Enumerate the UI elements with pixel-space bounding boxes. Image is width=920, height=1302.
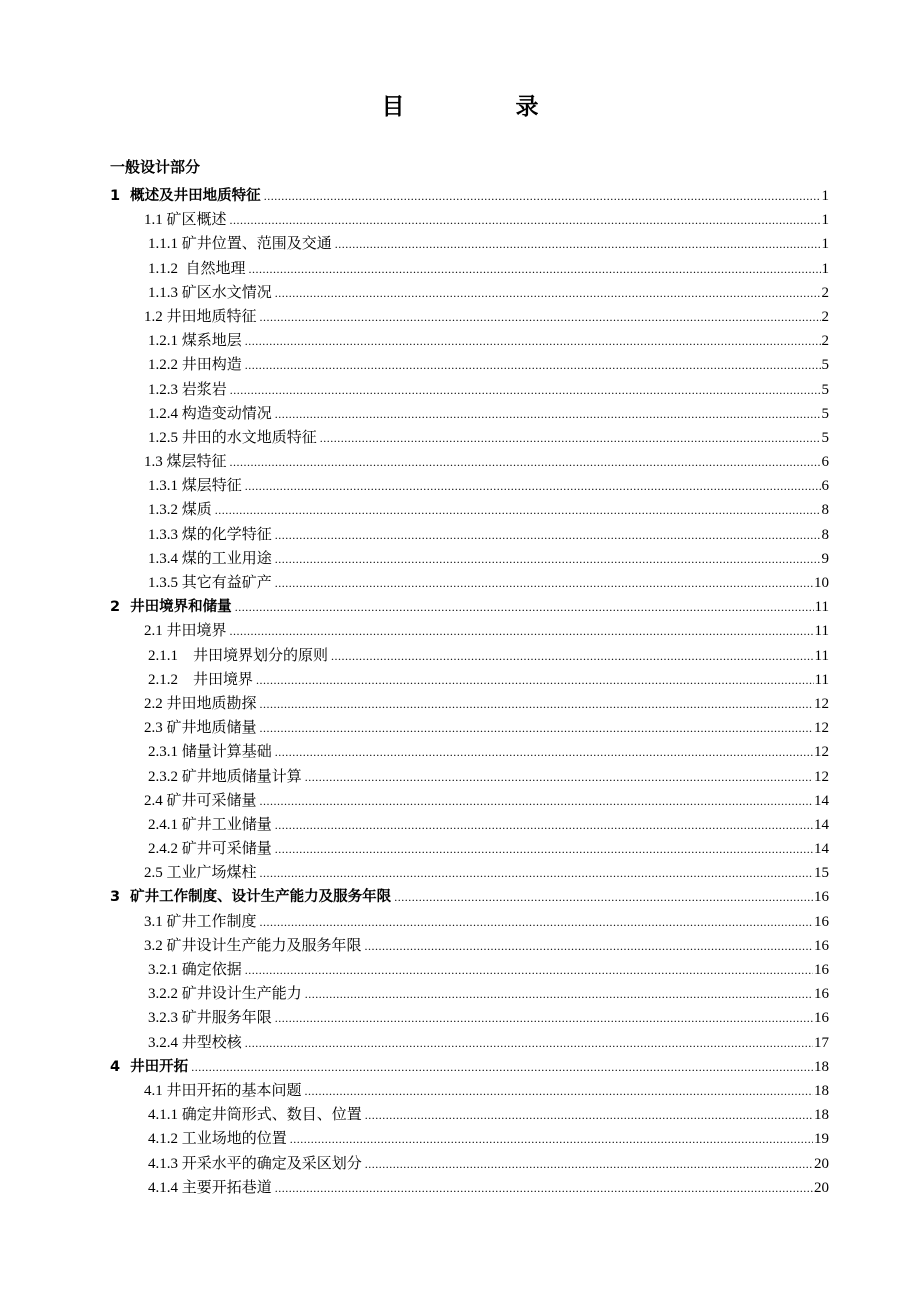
toc-leader-dots (260, 910, 813, 934)
toc-entry[interactable] (0, 474, 920, 498)
toc-entry-title: 4.1.2 工业场地的位置 (148, 1131, 287, 1148)
toc-leader-dots (365, 934, 813, 958)
toc-entry[interactable] (0, 450, 920, 474)
toc-entry-title: 2.4.1 矿井工业储量 (148, 816, 272, 833)
toc-leader-dots (235, 595, 814, 619)
toc-page-number: 12 (814, 695, 829, 712)
toc-page-number: 5 (821, 405, 829, 422)
toc-entry-title: 1.3.4 煤的工业用途 (148, 550, 272, 567)
toc-entry[interactable] (0, 232, 920, 256)
toc-entry[interactable] (0, 257, 920, 281)
toc-page-number: 18 (814, 1107, 829, 1124)
toc-entry[interactable] (0, 861, 920, 885)
toc-entry[interactable] (0, 619, 920, 643)
toc-leader-dots (230, 378, 821, 402)
toc-leader-dots (260, 692, 813, 716)
toc-page-number: 20 (814, 1179, 829, 1196)
toc-leader-dots (245, 329, 821, 353)
toc-leader-dots (275, 740, 813, 764)
toc-entry[interactable] (0, 837, 920, 861)
toc-page-number: 16 (814, 937, 829, 954)
toc-entry-title: 1.3.1 煤层特征 (148, 478, 242, 495)
toc-entry-title: 2 井田境界和储量 (110, 599, 232, 616)
toc-entry-title: 2.4.2 矿井可采储量 (148, 841, 272, 858)
toc-entry-title: 1.2 井田地质特征 (144, 308, 257, 325)
toc-entry-title: 1.2.4 构造变动情况 (148, 405, 272, 422)
toc-entry[interactable] (0, 982, 920, 1006)
toc-leader-dots (260, 305, 821, 329)
toc-entry[interactable] (0, 378, 920, 402)
toc-page-number: 14 (814, 816, 829, 833)
toc-entry-title: 1.1.3 矿区水文情况 (148, 284, 272, 301)
toc-entry[interactable] (0, 885, 920, 909)
toc-page-number: 18 (814, 1082, 829, 1099)
toc-leader-dots (275, 1176, 813, 1200)
toc-entry[interactable] (0, 765, 920, 789)
toc-entry-title: 1.1.2 自然地理 (148, 260, 246, 277)
toc-leader-dots (264, 184, 821, 208)
toc-entry[interactable] (0, 184, 920, 208)
toc-entry[interactable] (0, 547, 920, 571)
toc-page-number: 10 (814, 575, 829, 591)
toc-page-number: 17 (814, 1034, 829, 1051)
toc-leader-dots (249, 257, 821, 281)
toc-page-number: 2 (821, 333, 829, 350)
toc-entry[interactable] (0, 1152, 920, 1176)
toc-entry[interactable] (0, 595, 920, 619)
toc-leader-dots (230, 619, 814, 643)
toc-entry[interactable] (0, 668, 920, 692)
toc-page-number: 11 (814, 623, 829, 640)
toc-page-number: 5 (821, 381, 829, 398)
toc-entry[interactable] (0, 1127, 920, 1151)
toc-entry-title: 2.5 工业广场煤柱 (144, 865, 257, 882)
toc-entry[interactable] (0, 402, 920, 426)
toc-leader-dots (305, 982, 813, 1006)
toc-page-number: 12 (814, 768, 829, 785)
toc-leader-dots (394, 885, 813, 909)
toc-leader-dots (260, 861, 813, 885)
toc-leader-dots (365, 1103, 813, 1127)
toc-page-number: 1 (821, 236, 829, 253)
toc-leader-dots (245, 1031, 813, 1055)
toc-leader-dots (335, 232, 821, 256)
toc-page-number: 19 (814, 1131, 829, 1148)
toc-page-number: 16 (814, 986, 829, 1003)
toc-leader-dots (275, 1006, 813, 1030)
toc-entry-title: 4.1.1 确定井筒形式、数目、位置 (148, 1107, 362, 1124)
toc-entry[interactable] (0, 1006, 920, 1030)
toc-page-number: 1 (821, 260, 829, 277)
toc-entry-title: 3 矿井工作制度、设计生产能力及服务年限 (110, 889, 392, 906)
toc-entry-title: 1.3 煤层特征 (144, 454, 227, 471)
toc-page-number: 2 (821, 308, 829, 325)
toc-entry-title: 3.2.1 确定依据 (148, 962, 242, 978)
toc-leader-dots (275, 813, 813, 837)
toc-entry[interactable] (0, 1055, 920, 1079)
toc-entry[interactable] (0, 523, 920, 547)
toc-entry[interactable] (0, 281, 920, 305)
toc-entry[interactable] (0, 208, 920, 232)
toc-entry-title: 2.4 矿井可采储量 (144, 792, 257, 809)
toc-entry[interactable] (0, 789, 920, 813)
toc-entry[interactable] (0, 1103, 920, 1127)
toc-entry[interactable] (0, 426, 920, 450)
toc-leader-dots (245, 353, 821, 377)
toc-entry-title: 4.1.4 主要开拓巷道 (148, 1179, 272, 1196)
toc-page-number: 6 (821, 454, 829, 471)
toc-page-number: 16 (814, 1010, 829, 1027)
toc-leader-dots (331, 644, 814, 668)
toc-entry-title: 1.2.2 井田构造 (148, 357, 242, 374)
toc-page-number: 16 (814, 889, 829, 906)
toc-leader-dots (275, 837, 813, 861)
section-header: 一般设计部分 (110, 158, 201, 176)
toc-page-number: 5 (821, 429, 829, 446)
toc-entry[interactable] (0, 716, 920, 740)
toc-page-number: 5 (821, 357, 829, 374)
toc-page-number: 8 (821, 502, 829, 519)
toc-page-number: 8 (821, 526, 829, 543)
toc-leader-dots (245, 474, 821, 498)
toc-leader-dots (365, 1152, 813, 1176)
toc-leader-dots (191, 1055, 813, 1079)
toc-leader-dots (305, 765, 813, 789)
toc-entry-title: 1.2.3 岩浆岩 (148, 381, 227, 398)
page-title: 目 录 (381, 94, 583, 120)
toc-leader-dots (275, 402, 821, 426)
toc-entry-title: 3.2.2 矿井设计生产能力 (148, 986, 302, 1003)
toc-entry[interactable] (0, 305, 920, 329)
toc-entry-title: 1.2.1 煤系地层 (148, 333, 242, 350)
toc-entry[interactable] (0, 1176, 920, 1200)
toc-page-number: 2 (821, 284, 829, 301)
toc-leader-dots (305, 1079, 813, 1103)
toc-entry-title: 1.3.3 煤的化学特征 (148, 526, 272, 543)
toc-entry[interactable] (0, 329, 920, 353)
toc-leader-dots (260, 716, 813, 740)
toc-entry-title: 2.1.1 井田境界划分的原则 (148, 647, 329, 664)
toc-page-number: 15 (814, 865, 829, 882)
toc-leader-dots (245, 958, 813, 982)
toc-entry-title: 3.2.4 井型校核 (148, 1034, 242, 1051)
toc-entry[interactable] (0, 353, 920, 377)
toc-entry[interactable] (0, 571, 920, 595)
toc-entry-title: 2.3.2 矿井地质储量计算 (148, 768, 302, 785)
toc-entry-title: 4.1.3 开采水平的确定及采区划分 (148, 1155, 362, 1172)
toc-page-number: 11 (814, 599, 829, 616)
toc-page-number: 12 (814, 744, 829, 761)
toc-entry-title: 2.2 井田地质勘探 (144, 695, 257, 712)
toc-entry[interactable] (0, 813, 920, 837)
toc-page-number: 12 (814, 720, 829, 737)
toc-leader-dots (230, 208, 821, 232)
toc-entry-title: 1 概述及井田地质特征 (110, 188, 261, 204)
toc-leader-dots (275, 547, 821, 571)
toc-page-number: 16 (814, 962, 829, 978)
toc-entry-title: 1.3.5 其它有益矿产 (148, 575, 272, 591)
toc-page-number: 11 (814, 647, 829, 664)
toc-entry-title: 4.1 井田开拓的基本问题 (144, 1082, 302, 1099)
toc-entry-title: 3.2 矿井设计生产能力及服务年限 (144, 937, 362, 954)
toc-leader-dots (275, 281, 821, 305)
toc-page-number: 6 (821, 478, 829, 495)
toc-entry-title: 1.3.2 煤质 (148, 502, 212, 519)
toc-page-number: 16 (814, 913, 829, 930)
toc-leader-dots (215, 498, 821, 522)
toc-page-number: 14 (814, 841, 829, 858)
toc-entry-title: 1.1.1 矿井位置、范围及交通 (148, 236, 332, 253)
table-of-contents (0, 184, 920, 1200)
toc-entry[interactable] (0, 1079, 920, 1103)
toc-entry-title: 2.3.1 储量计算基础 (148, 744, 272, 761)
toc-entry[interactable] (0, 958, 920, 982)
toc-entry[interactable] (0, 498, 920, 522)
toc-leader-dots (275, 523, 821, 547)
toc-page-number: 9 (821, 550, 829, 567)
toc-entry-title: 2.3 矿井地质储量 (144, 720, 257, 737)
toc-entry[interactable] (0, 1031, 920, 1055)
toc-leader-dots (260, 789, 813, 813)
toc-entry[interactable] (0, 934, 920, 958)
toc-page-number: 14 (814, 792, 829, 809)
toc-entry-title: 3.2.3 矿井服务年限 (148, 1010, 272, 1027)
toc-page-number: 20 (814, 1155, 829, 1172)
toc-page-number: 18 (814, 1058, 829, 1075)
toc-page-number: 11 (814, 671, 829, 688)
toc-entry[interactable] (0, 692, 920, 716)
toc-leader-dots (275, 571, 813, 595)
toc-entry[interactable] (0, 740, 920, 764)
toc-entry-title: 2.1.2 井田境界 (148, 671, 254, 688)
toc-entry[interactable] (0, 910, 920, 934)
toc-leader-dots (320, 426, 821, 450)
toc-page-number: 1 (821, 212, 829, 229)
toc-page-number: 1 (821, 188, 829, 204)
toc-entry-title: 1.1 矿区概述 (144, 212, 227, 229)
toc-leader-dots (290, 1127, 813, 1151)
toc-leader-dots (256, 668, 814, 692)
toc-entry-title: 4 井田开拓 (110, 1058, 189, 1075)
toc-entry-title: 1.2.5 井田的水文地质特征 (148, 429, 317, 446)
toc-entry-title: 2.1 井田境界 (144, 623, 227, 640)
toc-entry-title: 3.1 矿井工作制度 (144, 913, 257, 930)
toc-entry[interactable] (0, 644, 920, 668)
toc-leader-dots (230, 450, 821, 474)
